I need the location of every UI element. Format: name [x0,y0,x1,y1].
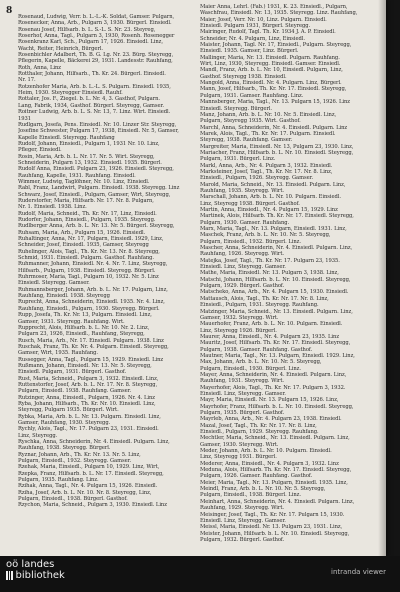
right-column-entry-line: Rauhfang, 1926. Steyregg. Wirt. [200,251,284,258]
left-column-entry-line: Rauhfang, Einsiedl. 1938. Steyregg [18,293,110,300]
left-column-entry-line: Rauhfang, 1938. Steyregg. Bürgerl. [18,445,111,452]
right-column-entry-line: Rauhfang, 1929. Steyregg. Wirt. [200,505,284,512]
right-column-entry-line: Pulgarn, Einsiedl., 1938. Bürgerl. Linz. [200,492,301,499]
left-column-entry-line: Ruttenstorfer, Josef, Arb. b. L. Nr. 17. Nr. 8. Steyregg, [18,381,158,388]
right-column-entry-line: Mautner, Maria, Tagl., Nr. 13. Pulgarn, Einsiedl. 1929. Linz, [200,352,355,359]
left-column-entry-line: Schneiderin, Pulgarn 13, 1932. Einsiedl. 1935. Bürgerl. [18,159,162,166]
right-column-entry-line: Mascher, Anna, Schneiderin, Nr. 4. Einsiedl. Pulgarn. Linz, [200,245,353,252]
logo-line-top [6,559,65,570]
left-column-entry-line: Linz, Steyregg. [18,432,58,439]
left-column-entry-line: Wacht, Reiter, Heinrich, Bürgerl. [18,45,104,52]
right-column-entry-line: Marschall, Johann, Arb. b. L. Nr. 10. Pulgarn. Einsiedl. [200,194,341,201]
left-column-entry-line: Rußmann, Johann, Einsiedl. Nr. 13. Nr. 5. Steyregg, [18,362,152,369]
viewer-brand-label[interactable]: intranda viewer [331,568,386,576]
right-column-entry-line: Mechtler, Maria, Schneid., Nr. 13. Einsiedl. Pulgarn. Linz, [200,435,350,442]
left-column-entry-line: Rosin, Maria, Arb. b. L. Nr. 17. Nr. 5. Wirt. Steyregg, [18,153,155,160]
right-column-entry-line: Meder, Johann, Arb. b. L. Nr. 10. Pulgarn. Einsiedl. [200,448,332,455]
right-column-entry-line: Einsiedl., Pulgarn, 1926. Steyregg. Gamser. [200,175,314,182]
page-edge-shadow [378,0,386,556]
right-column-entry-line: Mangold, Anna, Einsiedl. Nr. 4. Pulgarn. Linz, Bürgerl. [200,80,342,87]
left-column-entry-line: Schneider, Josef, Einsiedl. 1935, Gamser, Steyregg [18,242,149,249]
left-column-entry-line: Rupp, Josefa, Th. Kr. Nr. 13, Pulgarn. Einsiedl. Linz, [18,312,152,319]
right-column-entry-line: Pulgarn, 1930. Gamser. Rauhfang. [200,219,290,226]
right-column-entry-line: Einsiedl. Steyregg. Bürgerl. [200,105,272,112]
left-column-entry-line: Hilfsarb., Pulgarn, 1938. Einsiedl. Steyregg. Bürgerl. [18,267,156,274]
right-column-entry-line: Mauerhofer, Franz, Arb. b. L. Nr. 10. Pulgarn. Einsiedl. [200,321,343,328]
left-column-entry-line: Rusch, Maria, Arb., Nr. 17. Einsiedl. Pulgarn. 1938. Linz [18,337,164,344]
left-column-entry-line: Ruhrmoser, Maria, Tagl., Pulgarn 10, 1932. Nr. 5. Linz [18,274,159,281]
right-column-entry-line: Mederer, Anna, Einsiedl., Nr. 4. Pulgarn 3, 1932. Linz [200,460,339,467]
left-column-entry-line: Rauhfang, Kapelle, 1931. Rauhfang. Einsiedl. [18,172,136,179]
left-column-entry-line: Ruhmanner, Johann, Einsiedl. Nr. 4. Nr. 7. Linz, Steyregg, [18,261,168,268]
right-column-entry-line: Rauhfang, 1931. Steyregg. Wirt. [200,378,284,385]
left-column-entry-line: Pflegerin, Kapelle, Bäckerei 29, 1931. Landesstr. Rauhfang, [18,58,173,65]
left-column-entry-line: Ruhsam, Maria, Arb., Pulgarn 15, 1926. Einsiedl. [18,229,146,236]
right-column-entry-line: Mayrleb, Anna, Arb., Nr. 4. Pulgarn 23, 1938. Einsiedl. [200,416,342,423]
left-column-entry-line: Pulgarn, Einsiedl. 1938. Rauhfang. Gamser. [18,388,132,395]
library-logo[interactable] [6,559,65,581]
left-column-entry-line: Russegger, Anna, Tagl., Pulgarn 15, 1929. Einsiedl. Linz [18,356,164,363]
right-column-entry-line: Maier Anna, Lehrl. (Fab.) 1931, K. 23. Einsiedl., Pulgarn, [200,4,348,10]
left-column-entry-line: Ryba, Johann, Hilfsarb., Th. Kr. Nr. 10. Einsiedl. Linz, [18,400,156,407]
left-column-entry-line: Rybka, Maria, Arb. b. L. Nr. 13. Pulgarn. Einsiedl. Linz, [18,413,161,420]
right-column-entry-line: Gamser, 1932. Steyregg. Wirt. [200,314,279,321]
right-column-entry-line: Linz, Steyregg 1938. Bürgerl. Gasthof. [200,200,300,207]
right-column-entry-line: Einsiedl. 1935. Gamser, Linz. Bürgerl. [200,48,299,55]
right-column-entry-line: Maschek, Franz, Arb. b. L. Nr. 10. Nr. 5. Steyregg, [200,232,331,239]
left-column-entry-line: Rzychon, Maria, Schneid., Pulgarn 3, 1930. Einsiedl. Linz [18,502,167,509]
left-column-entry-line: Rotzenhofer Maria, Arb. b. L.-L. S. Pulgarn. Einsiedl. 1935, [18,83,171,90]
right-column-entry-line: Marksteiner, Josef, Tagl., Th. Kr. Nr. 17. Nr. 8. Linz, [200,168,333,175]
right-column-entry-line: Pulgarn, 1926. Gamser. Rauhfang. Gasthof. [200,473,313,480]
right-column-entry-line: Mauritz, Josef, Hilfsarb. Th. Kr. Nr. 17. Einsiedl. Steyregg, [200,340,351,347]
viewer-footer [0,556,400,592]
right-column-entry-line: Mayrhofer, Franz, Hilfsarb. b. L. Nr. 10. Einsiedl. Steyregg, [200,403,354,410]
right-column-entry-line: Mayer, Anna, Schneiderin, Nr. 4. Einsiedl. Pulgarn. Linz, [200,371,347,378]
left-column [18,14,194,556]
right-column-entry-line: Martinek, Alois, Hilfsarb. Th. Kr. Nr. 17. Einsiedl. Steyregg, [200,213,354,220]
right-column-entry-line: Meindl, Franz, Arb. b. L. Nr. 10. Nr. 5. Steyregg, [200,486,326,493]
right-column-entry-line: Mayerhofer, Alois, Tagl., Th. Kr. Nr. 17. Pulgarn 3, 1932. [200,384,346,391]
right-column-entry-line: Einsiedl. Linz, Steyregg. Gamser. [200,264,286,271]
left-column-entry-line: Rudolf, Maria, Schneid., Th. Kr. Nr. 17, Linz, Einsiedl. [18,210,157,217]
left-column-entry-line: Pulgarn, 1935. Rauhfang. Linz. [18,477,99,484]
right-column-entry-line: Pulgarn, 1931. Gamser. Rauhfang. Linz. [200,92,304,99]
right-column-entry-line: Gamser, 1930. Steyregg. Wirt. [200,441,279,448]
right-column-entry-line: Pulgarn, Steyregg 1935. Wirt. Gasthof. [200,118,301,125]
logo-text-bottom: bibliothek [15,570,65,581]
right-column-entry-line: Manz, Johann, Arb. b. L. Nr. 10. Nr. 5. Einsiedl. Linz, [200,111,337,118]
left-column-entry-line: Rzepka, Franz, Hilfsarb. b. L. Nr. 17. Einsiedl. Steyregg, [18,470,164,477]
right-column-entry-line: Linz, Steyregg 1931. Bürgerl. [200,454,277,461]
left-column-entry-line: 1931 [18,115,32,122]
left-column-entry-line: Kapelle Einsiedl. Steyregg. Rauhfang [18,134,115,141]
left-column-entry-line: Ruprecht, Anna, Schneiderin, Einsiedl. 1935. Nr. 4. Linz, [18,299,165,306]
left-column-entry-line: Josefine Schwester, Pulgarn 17, 1938, Einsiedl. Nr. 5, Gamser, [18,128,179,135]
right-column-entry-line: Marek, Alois, Tagl., Th. Kr. Nr. 17. Pulgarn. Einsiedl. [200,130,336,137]
left-column-entry-line: Ryschka, Anna, Schneiderin, Nr. 4. Einsiedl. Pulgarn. Linz, [18,439,170,446]
right-column-entry-line: Mallinger, Maria, Nr. 13. Einsiedl. Pulgarn. Rauhfang. [200,54,340,61]
right-column-entry-line: Einsiedl., Pulgarn, 1929. Steyregg. Rauhfang. [200,429,319,436]
right-column-entry-line: Margreiter, Maria, Einsiedl. Nr. 13, Pulgarn 23, 1930. Linz, [200,143,354,150]
left-column-entry-line: Gamser, Rauhfang, 1930. Steyregg. [18,420,111,426]
right-column-entry-line: Martin, Anna, Einsiedl., Nr. 4. Pulgarn 15, 1929. Linz [200,207,338,213]
left-column-entry-line: Rudolf Anna, Einsiedl. Pulgarn 23, 1926. Einsiedl. Steyregg, [18,166,174,173]
left-column-entry-line: Rottaler, Jos. F., Ziegel. b. L. Nr. 4, 3. Gasthof, Pulgarn. [18,96,160,103]
left-column-entry-line: Pulgarn, Einsiedl., 1938. Bürgerl. Gasthof. [18,496,128,503]
left-column-entry-line: Ryznar, Johann, Arb., Th. Kr. Nr. 13. Nr. 5. Linz, [18,451,141,458]
left-column-entry-line: Roserhof, Anna, Tagl., Pulgarn 3, 1930, Rosenh. Rosenegger [18,33,175,40]
left-column-entry-line: Rupprecht, Alois, Hilfsarb. b. L. Nr. 10. Nr. 2. Linz, [18,324,150,331]
right-column-entry-line: Mattausch, Alois, Tagl., Th. Kr. Nr. 17. Nr. 8. Linz, [200,295,329,302]
right-column [200,4,380,552]
logo-text-top: oö landes [6,559,55,570]
left-column-entry-line: Rudlberger Anna, Arb. b. L. Nr. 13. Nr. 5. Bürgerl. Steyregg, [18,223,175,230]
right-column-entry-line: Mann, Josef, Hilfsarb., Th. Kr. Nr. 17. Einsiedl. Steyregg, [200,86,347,93]
left-column-entry-line: Rosenaud, Ludwig, Verr. b. L.-L.-K. Soldat, Gamser. Pulgarn, [18,14,175,20]
right-column-entry-line: Pulgarn, 1935. Bürgerl. Gasthof. [200,410,285,416]
right-column-entry-line: Mandl, Franz, Arb. b. L. Nr. 10, Einsiedl. Pulgarn, Linz, [200,67,343,74]
left-column-entry-line: Rudolf, Johann, Einsiedl., Pulgarn 1, 1931 Nr. 10. Linz, [18,140,160,147]
right-column-entry-line: Einsiedl., Pulgarn, 1931. Steyregg. Rauhfang. [200,302,319,309]
right-column-entry-line: Einsiedl. Pulgarn 1931, Bürgerl. Steyregg. [200,23,311,30]
left-column-entry-line: Rudorfer, Johann, Einsiedl., Pulgarn, 1935. Steyregg. [18,217,156,223]
left-column-entry-line: Pulgarn 23, 1926, Einsiedl., Rauhfang, Steyregg, [18,331,145,338]
right-column-entry-line: Mannsberger, Maria, Tagl., Nr. 13. Pulgarn 15, 1926. Linz [200,99,350,106]
right-column-entry-line: Mariacher, Franz, Hilfsarb. b. L. Nr. 10. Einsiedl. Steyregg, [200,149,354,156]
logo-bars-icon [6,571,13,580]
left-column-entry-line: Rosenecker, Anna, Arb., Pulgarn 3, 1930. Bürgerl. Einsiedl. [18,20,172,27]
right-column-entry-line: Gasthof. Steyregg 1938. Einsiedl. [200,73,287,80]
right-column-entry-line: Mathe, Maria, Einsiedl. Nr. 13. Pulgarn 3, 1938. Linz, [200,270,339,277]
right-column-entry-line: Matzinger, Maria, Schneid., Nr. 13. Einsiedl. Pulgarn. Linz, [200,308,353,315]
right-column-entry-line: Matejka, Josef, Tagl., Th. Kr. Nr. 17. Pulgarn 23, 1935. [200,257,340,264]
left-column-entry-line: Ruhelinger, Alois, Tagl., Th. Kr. Nr. 13. Nr. 8. Steyregg, [18,248,160,255]
right-column-entry-line: Matschi, Johann, Hilfsarb. b. L. Nr. 10. Einsiedl. Steyregg, [200,276,351,283]
right-column-entry-line: Meinhart, Anna, Schneiderin, Nr. 4. Einsiedl. Pulgarn. Linz, [200,498,355,505]
right-column-entry-line: Pulgarn, 1931. Bürgerl. Linz. [200,156,276,163]
right-column-entry-line: Wirt, Linz, 1930, Steyregg. Einsiedl. Gamser. Einsiedl. [200,61,341,68]
left-column-entry-line: Nr. 1. Einsiedl. 1938. Linz. [18,204,87,211]
right-column-entry-line: Maurer, Anna, Einsiedl., Nr. 4. Pulgarn 23, 1935. Linz [200,333,340,340]
left-column-entry-line: Nr. 17. [18,77,36,84]
right-column-entry-line: Mairinger, Rudolf, Tagl. Th. Kr. 1934 J. A. P. Einsiedl. [200,29,336,36]
left-column-entry-line: Rotthaler, Johann, Hilfsarb., Th. Kr. 24. Bürgerl. Einsiedl. [18,71,166,78]
left-column-entry-line: Heim, 1930. Steyregger Einsiedl. Rauhf. [18,90,123,97]
right-column-entry-line: Meier, Maria, Tagl., Nr. 13. Pulgarn, Einsiedl. 1935. Linz, [200,479,348,486]
left-column-entry-line: Wimmer, Ludwig, Taglöhner, Nr. 10. Linz, Einsiedl. [18,178,150,185]
right-column-entry-line: Steyregg, 1938. Rauhfang. Gamser. [200,137,293,144]
right-column-entry-line: Maier, Josef, Verr. Nr. 10, Linz. Pulgarn. Einsiedl. [200,16,327,23]
left-column-entry-line: Roth, Anna, Linz [18,64,61,71]
right-column-entry-line: Marold, Maria, Schneid., Nr. 13. Einsiedl. Pulgarn. Linz, [200,181,346,188]
left-column-entry-line: Rabl, Franz, Landwirt, Pulgarn. Einsiedl. 1938. Steyregg. Linz [18,185,180,192]
left-column-entry-line: Gamser, 1931. Steyregg. Rauhfang. Wirt. [18,318,125,325]
left-column-entry-line: Rosenbichler Adalbert, Th. B. G. Lg. Nr. 23. Bürg. Steyregg, [18,52,174,59]
right-column-entry-line: Mazal, Josef, Tagl., Th. Kr. Nr. 17. Nr. 8. Linz, [200,422,317,429]
right-column-entry-line: Meister, Johann, Hilfsarb. b. L. Nr. 10. Einsiedl. Steyregg, [200,530,350,537]
right-column-entry-line: Mayr, Maria, Einsiedl. Nr. 13. Pulgarn 15, 1926. Linz, [200,397,339,404]
right-column-entry-line: Waschfrau, Einsiedl. Nr. 13, 1935. Steyregg. Linz. Rauhfang, [200,10,358,17]
right-column-entry-line: Meissl, Maria, Einsiedl. Nr. 13. Pulgarn 23, 1931. Linz, [200,524,343,531]
right-column-entry-line: Markl, Anna, Arb., Nr. 4. Pulgarn 3, 1932. Einsiedl. [200,162,333,169]
right-column-entry-line: Rauhfang, 1935. Steyregg. Wirt. [200,187,284,194]
right-column-entry-line: Einsiedl. Linz, Steyregg. Gamser. [200,390,286,397]
right-column-entry-line: Max, Johann, Arb. b. L. Nr. 10. Nr. 5. Steyregg, [200,359,322,366]
left-column-entry-line: Ruhmannsberger, Johann, Arb. b. L. Nr. 17. Pulgarn, Linz, [18,286,168,293]
left-column-entry-line: Rychly, Alois, Tagl., Nr. 17. Pulgarn 23, 1931. Einsiedl. [18,426,159,433]
left-column-entry-line: Roitner Ludwig, Arb. b. L. S. Nr. 13, 7. Linz. Wirt. Einsiedl. [18,109,171,116]
left-column-entry-line: Lang, Fabrik, 1934, Gasthof. Bürgerl. Steyregg, Gamser. [18,102,165,109]
right-column-entry-line: Matscheko, Anna, Arb., Nr. 4. Pulgarn 15, 1930. Einsiedl. [200,289,349,296]
right-column-entry-line: Marchl, Anna, Schneiderin, Nr. 4. Einsiedl. Pulgarn. Linz [200,124,348,131]
right-column-entry-line: Marx, Maria, Tagl., Nr. 13. Pulgarn, Einsiedl. 1931. Linz, [200,226,347,233]
left-column-entry-line: Schwarz, Josef, Einsiedl., Pulgarn, Gamser, Wirt, Steyregg, [18,191,171,198]
right-column-entry-line: Schneider, Nr. 4. Pulgarn, Linz, Einsiedl. [200,35,306,42]
left-column-entry-line: Rust, Maria, Schneid., Pulgarn 3, 1932. Einsiedl. Linz, [18,375,159,382]
left-column-entry-line: Einsiedl. Pulgarn, 1931. Bürgerl. Gasthof. [18,369,127,376]
left-column-entry-line: Pfleger, Einsiedl. [18,147,62,154]
left-column-entry-line: Gamser, Wirt, 1935. Rauhfang. [18,350,99,357]
right-column-entry-line: Einsiedl. Linz, Steyregg. Gamser. [200,517,286,524]
left-column-entry-line: Rziha, Josef, Arb. b. L. Nr. 10. Nr. 8. Steyregg, Linz, [18,489,152,496]
right-column-entry-line: Pulgarn, 1932. Bürgerl. Gasthof. [200,536,285,543]
left-column-entry-line: Pulgarn, Einsiedl., 1932. Steyregg. Gamser. [18,458,132,465]
left-column-entry-line: Ruderstorfer, Maria, Hilfsarb. Nr. 17. Nr. 8. Pulgarn, [18,197,154,204]
left-column-entry-line: Rauhfang, Einsiedl., Pulgarn, 1930. Steyregg. Bürgerl. [18,305,160,312]
left-column-entry-line: Ruschak, Franz, Th. Kr. Nr. 4. Pulgarn. Einsiedl. Steyregg, [18,343,169,350]
right-column-entry-line: Maister, Johann, Tagl. Nr. 17, Einsiedl., Pulgarn. Steyregg, [200,42,352,49]
right-column-entry-line: Meisinger, Josef, Tagl., Th. Kr. Nr. 17. Pulgarn 15, 1930. [200,511,345,518]
right-column-entry-line: Meduna, Alois, Hilfsarb. Th. Kr. Nr. 17. Einsiedl. Steyregg, [200,467,352,474]
left-column-entry-line: Steyregg, Pulgarn 1935. Bürgerl. Wirt. [18,407,119,414]
left-column-entry-line: Rosenkranz Karl, Sch., Pulgarn 17, 1926. Einsiedl. Linz, [18,39,163,46]
left-column-entry-line: Ruhaltinger, Anna, Nr. 17, Pulgarn, Einsiedl. 1929, Linz, [18,236,164,243]
page-number: 8 [6,6,13,16]
right-column-entry-line: Pulgarn, Einsiedl., 1930. Bürgerl. Linz. [200,365,301,372]
left-column-entry-line: Einsiedl. Steyregg. Gamser. [18,280,90,287]
left-column-entry-line: Schmid, 1931. Einsiedl. Pulgarn. Gasthof. Rauhfang. [18,255,155,262]
right-column-entry-line: Pulgarn, 1929. Bürgerl. Gasthof. [200,283,285,290]
right-column-entry-line: Linz, Steyregg 1926. Bürgerl. [200,327,277,334]
right-column-entry-line: Pulgarn, Einsiedl., 1932. Bürgerl. Linz. [200,238,301,245]
left-column-entry-line: Rzehak, Maria, Einsiedl., Pulgarn 10, 1929. Linz, Wirt, [18,464,160,471]
right-column-entry-line: Pulgarn, 1938. Gamser. Rauhfang. Gasthof. [200,346,313,353]
logo-line-bottom [6,570,65,581]
left-column-entry-line: Rosenau Josef, Hilfsarb. b. L. S.-L. S. Nr. 23. Steyreg, [18,26,156,33]
left-column-entry-line: Rutzinger, Anna, Einsiedl., Pulgarn, 1926. Nr. 4. Linz [18,394,155,401]
left-column-entry-line: Rudlgarn, Josefa, Pens. Einsiedl. Nr. 10. Linzer Str. Steyregg, [18,121,177,128]
left-column-entry-line: Rzihak, Anna, Tagl., Nr. 4. Pulgarn 15, 1926. Einsiedl. [18,483,158,490]
